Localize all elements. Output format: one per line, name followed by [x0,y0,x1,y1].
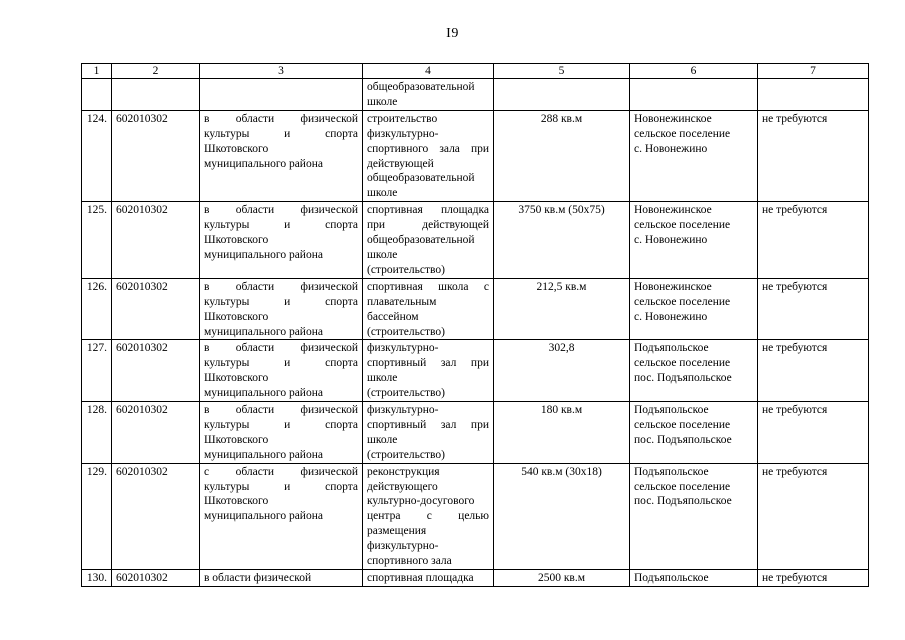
object-location-line: пос. Подъяпольское [634,433,732,446]
purpose-area [200,402,363,464]
object-location [630,570,758,587]
zone-note: не требуются [758,340,869,402]
object-size: 302,8 [494,340,630,402]
purpose-area-line: Шкотовского [204,234,269,247]
object-description-line: спортивный зал при [367,418,489,431]
purpose-area-line: муниципального района [204,387,323,400]
object-description [363,202,494,279]
purpose-area [200,278,363,340]
purpose-area-line: Шкотовского [204,495,269,508]
column-header: 4 [363,64,494,79]
purpose-area-line: муниципального района [204,510,323,523]
table-row [82,463,869,569]
object-description-line: спортивного зала [367,555,452,568]
purpose-area-line: в области физической [204,204,358,217]
purpose-area-line: муниципального района [204,248,323,261]
zone-note: не требуются [758,110,869,201]
object-location [630,402,758,464]
purpose-area-line: культуры и спорта [204,219,358,232]
object-size: 288 кв.м [494,110,630,201]
object-description-line: физкультурно- [367,127,439,140]
object-size: 180 кв.м [494,402,630,464]
table-row [82,110,869,201]
table-header-row [82,64,869,79]
data-table [81,63,869,587]
object-location [630,110,758,201]
object-description-line: физкультурно- [367,404,439,417]
object-description-line: размещения [367,525,427,538]
object-description-line: культурно-досугового [367,495,475,508]
column-header: 2 [112,64,200,79]
object-location-line: Новонежинское [634,204,712,217]
object-location-line: пос. Подъяпольское [634,495,732,508]
classification-code: 602010302 [112,402,200,464]
purpose-area-line: в области физической [204,342,358,355]
purpose-area-line: культуры и спорта [204,357,358,370]
classification-code [112,79,200,111]
object-description-line: плавательным [367,295,437,308]
object-location [630,463,758,569]
purpose-area-line: культуры и спорта [204,418,358,431]
purpose-area-line: в области физической [204,112,358,125]
object-description-line: при действующей [367,219,489,232]
object-description-line: спортивный зал при [367,357,489,370]
object-description-line: школе [367,372,398,385]
classification-code: 602010302 [112,278,200,340]
purpose-area-line: Шкотовского [204,142,269,155]
zone-note: не требуются [758,278,869,340]
table-row [82,402,869,464]
object-description-line: спортивного зала при [367,142,489,155]
object-description-line: строительство [367,112,438,125]
purpose-area-line: Шкотовского [204,372,269,385]
object-location-line: пос. Подъяпольское [634,372,732,385]
object-description-line: действующего [367,480,438,493]
object-size [494,79,630,111]
purpose-area-line: муниципального района [204,325,323,338]
classification-code: 602010302 [112,570,200,587]
zone-note: не требуются [758,463,869,569]
column-header: 3 [200,64,363,79]
purpose-area [200,202,363,279]
purpose-area [200,340,363,402]
object-description-line: (строительство) [367,263,445,276]
object-description-line: (строительство) [367,325,445,338]
object-description [363,79,494,111]
table-row [82,79,869,111]
object-location-line: Новонежинское [634,280,712,293]
classification-code: 602010302 [112,463,200,569]
object-description [363,570,494,587]
object-location-line: Подъяпольское [634,404,709,417]
row-number: 129. [82,463,112,569]
object-description-line: спортивная школа с [367,280,489,293]
object-description-line: (строительство) [367,448,445,461]
purpose-area-line: Шкотовского [204,310,269,323]
column-header: 6 [630,64,758,79]
object-description-line: общеобразовательной [367,234,475,247]
column-header: 1 [82,64,112,79]
object-location-line: с. Новонежино [634,310,708,323]
purpose-area [200,110,363,201]
object-description-line: физкультурно- [367,540,439,553]
object-description-line: центра с целью [367,510,489,523]
object-size: 212,5 кв.м [494,278,630,340]
object-location-line: сельское поселение [634,219,731,232]
purpose-area-line: в области физической [204,404,358,417]
object-location-line: сельское поселение [634,127,731,140]
purpose-area-line: в области физической [204,280,358,293]
row-number: 125. [82,202,112,279]
object-description-line: физкультурно- [367,342,439,355]
row-number: 126. [82,278,112,340]
object-description-line: спортивная площадка [367,572,474,584]
object-location-line: Подъяпольское [634,572,709,584]
object-location-line: Новонежинское [634,112,712,125]
object-description-line: действующей [367,157,434,170]
object-location-line: Подъяпольское [634,342,709,355]
page-number: I9 [446,26,459,41]
classification-code: 602010302 [112,110,200,201]
object-location-line: сельское поселение [634,418,731,431]
object-description-line: бассейном [367,310,419,323]
object-location-line: сельское поселение [634,480,731,493]
classification-code: 602010302 [112,202,200,279]
zone-note: не требуются [758,402,869,464]
object-location [630,79,758,111]
object-size: 2500 кв.м [494,570,630,587]
row-number: 130. [82,570,112,587]
object-description [363,340,494,402]
purpose-area-line: муниципального района [204,448,323,461]
table-row [82,340,869,402]
purpose-area-line: муниципального района [204,157,323,170]
table-row [82,202,869,279]
row-number: 128. [82,402,112,464]
purpose-area [200,463,363,569]
column-header: 5 [494,64,630,79]
object-description [363,463,494,569]
classification-code: 602010302 [112,340,200,402]
object-location-line: сельское поселение [634,357,731,370]
object-description-line: (строительство) [367,387,445,400]
object-description-line: общеобразовательной [367,172,475,185]
object-description-line: общеобразовательной [367,81,475,93]
table-row [82,278,869,340]
object-description-line: школе [367,248,398,261]
object-size: 540 кв.м (30х18) [494,463,630,569]
object-description [363,110,494,201]
object-location-line: с. Новонежино [634,142,708,155]
purpose-area-line: в области физической [204,572,312,584]
purpose-area-line: с области физической [204,465,358,478]
table-row [82,570,869,587]
purpose-area-line: Шкотовского [204,433,269,446]
zone-note [758,79,869,111]
object-location-line: Подъяпольское [634,465,709,478]
column-header: 7 [758,64,869,79]
zone-note: не требуются [758,570,869,587]
object-location [630,340,758,402]
object-location-line: с. Новонежино [634,234,708,247]
object-description-line: школе [367,95,398,108]
row-number: 127. [82,340,112,402]
object-description-line: спортивная площадка [367,204,489,217]
object-location [630,278,758,340]
row-number [82,79,112,111]
object-location [630,202,758,279]
object-description [363,278,494,340]
object-description [363,402,494,464]
object-description-line: реконструкция [367,465,440,478]
purpose-area-line: культуры и спорта [204,127,358,140]
object-location-line: сельское поселение [634,295,731,308]
purpose-area [200,570,363,587]
purpose-area-line: культуры и спорта [204,295,358,308]
row-number: 124. [82,110,112,201]
object-description-line: школе [367,187,398,200]
zone-note: не требуются [758,202,869,279]
purpose-area [200,79,363,111]
object-size: 3750 кв.м (50х75) [494,202,630,279]
object-description-line: школе [367,433,398,446]
purpose-area-line: культуры и спорта [204,480,358,493]
